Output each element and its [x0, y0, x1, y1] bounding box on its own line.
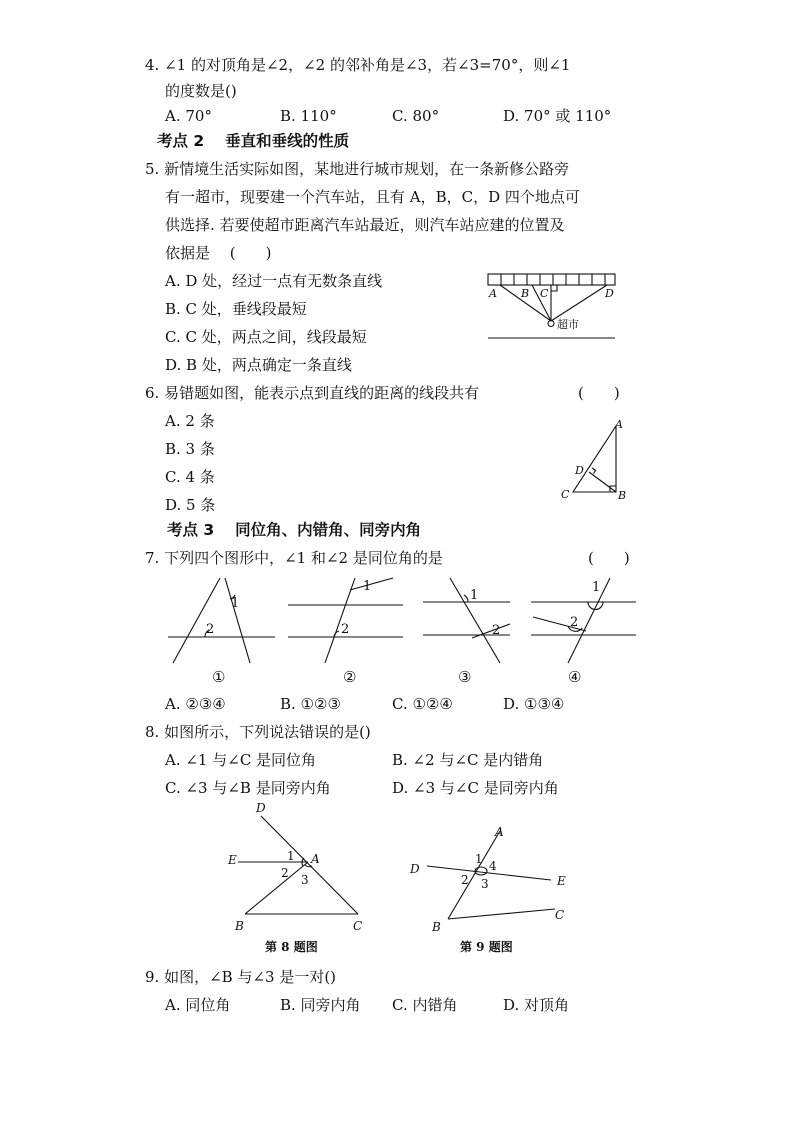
q8-figure [225, 800, 375, 962]
q5-option-b: B. C 处，垂线段最短 [165, 300, 307, 318]
q8-label-a: A [311, 852, 320, 866]
q7-fig1-angle-2: 2 [206, 622, 215, 637]
q7-figure-number-2: ② [343, 668, 357, 686]
q8-stem: 8. 如图所示，下列说法错误的是() [145, 723, 371, 741]
q8-label-b: B [235, 919, 244, 933]
q7-answer-paren: ( ) [588, 549, 630, 567]
q5-stem-line2: 有一超市，现要建一个汽车站，且有 A，B，C，D 四个地点可 [165, 188, 580, 206]
q7-option-c: C. ①②④ [392, 695, 453, 713]
q6-option-a: A. 2 条 [165, 412, 215, 430]
q4-stem-line2: 的度数是() [165, 82, 237, 100]
section-heading-2: 考点 2 垂直和垂线的性质 [157, 132, 350, 150]
q8-angle-2: 2 [281, 866, 289, 880]
q5-stem-line1: 5. 新情境生活实际如图，某地进行城市规划，在一条新修公路旁 [145, 160, 570, 178]
q8-option-d: D. ∠3 与∠C 是同旁内角 [392, 779, 559, 797]
q5-label-c: C [540, 287, 549, 300]
q6-answer-paren: ( ) [578, 384, 620, 402]
q6-label-d: D [575, 464, 584, 477]
q7-figure-2 [285, 575, 410, 665]
q8-label-d: D [256, 801, 266, 815]
q5-stem-line4: 依据是 ( ) [165, 244, 272, 262]
q7-fig4-angle-1: 1 [592, 580, 601, 595]
q7-option-a: A. ②③④ [165, 695, 226, 713]
q5-label-d: D [605, 287, 614, 300]
q8-caption: 第 8 题图 [265, 940, 318, 954]
q4-stem-line1: 4. ∠1 的对顶角是∠2，∠2 的邻补角是∠3，若∠3=70°，则∠1 [145, 56, 571, 74]
q8-label-e: E [228, 853, 237, 867]
q8-angle-1: 1 [287, 849, 295, 863]
q7-figure-4 [528, 575, 640, 665]
section-heading-3: 考点 3 同位角、内错角、同旁内角 [167, 521, 422, 539]
q7-figure-1 [165, 575, 280, 665]
q7-option-d: D. ①③④ [503, 695, 565, 713]
q9-figure [405, 822, 580, 962]
q7-fig2-angle-2: 2 [341, 622, 350, 637]
q9-angle-4: 4 [489, 859, 497, 873]
q9-label-e: E [557, 874, 566, 888]
q7-fig1-angle-1: 1 [231, 596, 240, 611]
q9-option-a: A. 同位角 [165, 996, 231, 1014]
q6-stem: 6. 易错题如图，能表示点到直线的距离的线段共有 [145, 384, 480, 402]
q8-option-a: A. ∠1 与∠C 是同位角 [165, 751, 317, 769]
q8-angle-3: 3 [301, 873, 309, 887]
q9-option-b: B. 同旁内角 [280, 996, 361, 1014]
q8-option-b: B. ∠2 与∠C 是内错角 [392, 751, 544, 769]
q7-figure-number-1: ① [212, 668, 226, 686]
q6-option-b: B. 3 条 [165, 440, 215, 458]
q6-label-c: C [561, 488, 570, 501]
q7-figure-number-4: ④ [568, 668, 582, 686]
q9-label-a: A [495, 825, 504, 839]
q8-option-c: C. ∠3 与∠B 是同旁内角 [165, 779, 331, 797]
q9-angle-2: 2 [461, 873, 469, 887]
q6-option-d: D. 5 条 [165, 496, 216, 514]
q9-stem: 9. 如图，∠B 与∠3 是一对() [145, 968, 337, 986]
q6-triangle-figure [558, 414, 630, 504]
q7-fig3-angle-2: 2 [492, 623, 501, 638]
q7-stem: 7. 下列四个图形中，∠1 和∠2 是同位角的是 [145, 549, 443, 567]
q5-option-a: A. D 处，经过一点有无数条直线 [165, 272, 383, 290]
q7-fig4-angle-2: 2 [570, 615, 579, 630]
q8-label-c: C [353, 919, 363, 933]
q7-fig3-angle-1: 1 [470, 588, 479, 603]
q9-option-d: D. 对顶角 [503, 996, 570, 1014]
q9-option-c: C. 内错角 [392, 996, 458, 1014]
q4-option-d: D. 70° 或 110° [503, 107, 612, 125]
q9-caption: 第 9 题图 [460, 940, 513, 954]
q7-figure-3 [420, 575, 515, 665]
q9-angle-1: 1 [475, 852, 483, 866]
q9-label-c: C [555, 908, 565, 922]
q9-label-d: D [410, 862, 420, 876]
q5-option-c: C. C 处，两点之间，线段最短 [165, 328, 367, 346]
q5-label-a: A [489, 287, 497, 300]
q5-label-market: 超市 [557, 318, 579, 331]
q5-stem-line3: 供选择. 若要使超市距离汽车站最近，则汽车站应建的位置及 [165, 216, 565, 234]
q5-label-b: B [521, 287, 530, 300]
q7-option-b: B. ①②③ [280, 695, 341, 713]
q9-label-b: B [432, 920, 441, 934]
q9-angle-3: 3 [481, 877, 489, 891]
q4-option-a: A. 70° [165, 107, 212, 125]
q6-option-c: C. 4 条 [165, 468, 215, 486]
q7-figure-number-3: ③ [458, 668, 472, 686]
q4-option-c: C. 80° [392, 107, 440, 125]
q5-road-figure [485, 268, 620, 344]
q4-option-b: B. 110° [280, 107, 337, 125]
q5-option-d: D. B 处，两点确定一条直线 [165, 356, 352, 374]
q6-label-a: A [615, 418, 623, 431]
q6-label-b: B [618, 489, 627, 502]
q7-fig2-angle-1: 1 [363, 579, 372, 594]
